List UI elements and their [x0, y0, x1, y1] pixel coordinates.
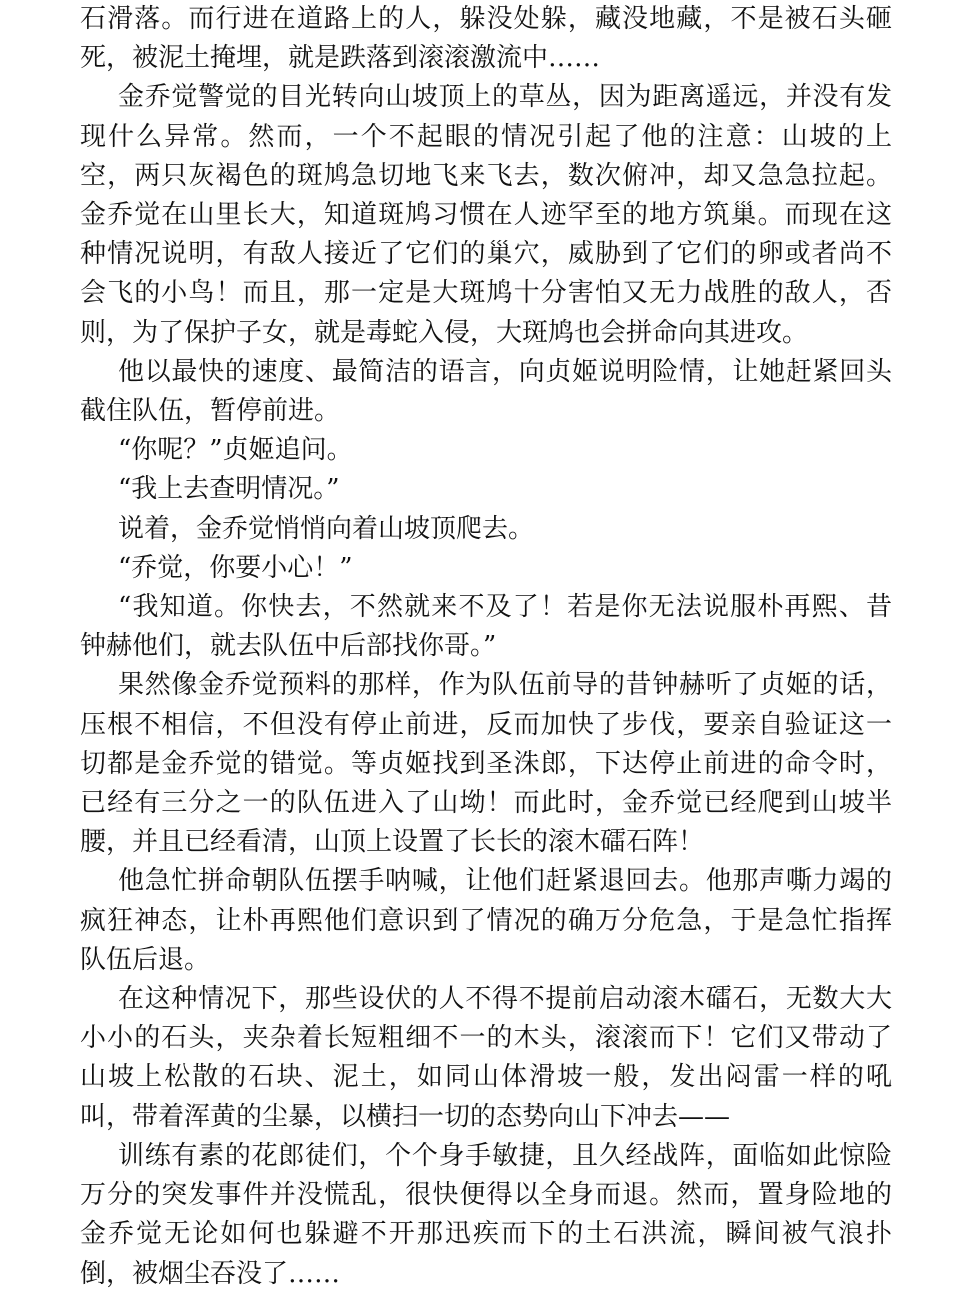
text-line: 叫，带着浑黄的尘暴，以横扫一切的态势向山下冲去—— — [80, 1101, 731, 1132]
text-line: 山坡上松散的石块、泥土，如同山体滑坡一般，发出闷雷一样的吼 — [80, 1062, 892, 1093]
text-line: 金乔觉警觉的目光转向山坡顶上的草丛，因为距离遥远，并没有发 — [118, 82, 892, 113]
text-line: 队伍后退。 — [80, 944, 211, 975]
paragraph — [80, 470, 892, 509]
paragraph — [80, 0, 892, 78]
text-line: 已经有三分之一的队伍进入了山坳！而此时，金乔觉已经爬到山坡半 — [80, 788, 892, 819]
text-line: 石滑落。而行进在道路上的人，躲没处躲，藏没地藏，不是被石头砸 — [80, 4, 892, 34]
text-line: 果然像金乔觉预料的那样，作为队伍前导的昔钟赫听了贞姬的话， — [118, 670, 892, 701]
text-line: 他以最快的速度、最简洁的语言，向贞姬说明险情，让她赶紧回头 — [118, 356, 892, 387]
text-line: 死，被泥土掩埋，就是跌落到滚滚激流中…… — [80, 43, 601, 74]
text-line: 倒，被烟尘吞没了…… — [80, 1258, 341, 1289]
text-line: 金乔觉在山里长大，知道斑鸠习惯在人迹罕至的地方筑巢。而现在这 — [80, 200, 892, 231]
paragraph — [80, 549, 892, 588]
text-line: 他急忙拼命朝队伍摆手呐喊，让他们赶紧退回去。他那声嘶力竭的 — [118, 866, 892, 897]
paragraph — [80, 588, 892, 666]
text-line: 截住队伍，暂停前进。 — [80, 396, 341, 427]
text-line: 在这种情况下，那些设伏的人不得不提前启动滚木礌石，无数大大 — [118, 984, 892, 1015]
text-line: 现什么异常。然而，一个不起眼的情况引起了他的注意：山坡的上 — [80, 121, 892, 152]
text-line: “乔觉，你要小心！” — [118, 552, 353, 583]
text-line: 切都是金乔觉的错觉。等贞姬找到圣洙郎，下达停止前进的命令时， — [80, 748, 892, 779]
text-line: 说着，金乔觉悄悄向着山坡顶爬去。 — [118, 513, 535, 544]
text-line: “我上去查明情况。” — [118, 474, 340, 505]
text-line: 压根不相信，不但没有停止前进，反而加快了步伐，要亲自验证这一 — [80, 709, 892, 740]
text-line: 疯狂神态，让朴再熙他们意识到了情况的确万分危急，于是急忙指挥 — [80, 905, 892, 936]
paragraph — [80, 510, 892, 549]
text-line: “我知道。你快去，不然就来不及了！若是你无法说服朴再熙、昔 — [118, 592, 892, 623]
text-line: 金乔觉无论如何也躲避不开那迅疾而下的土石洪流，瞬间被气浪扑 — [80, 1219, 892, 1250]
text-line: 小小的石头，夹杂着长短粗细不一的木头，滚滚而下！它们又带动了 — [80, 1023, 892, 1054]
paragraph — [80, 78, 892, 352]
paragraph — [80, 666, 892, 862]
text-line: 万分的突发事件并没慌乱，很快便得以全身而退。然而，置身险地的 — [80, 1180, 892, 1211]
paragraph — [80, 980, 892, 1137]
text-line: 钟赫他们，就去队伍中后部找你哥。” — [80, 631, 497, 662]
text-line: 则，为了保护子女，就是毒蛇入侵，大斑鸠也会拼命向其进攻。 — [80, 317, 809, 348]
paragraph — [80, 1137, 892, 1294]
paragraph — [80, 353, 892, 431]
text-line: 训练有素的花郎徒们，个个身手敏捷，且久经战阵，面临如此惊险 — [118, 1140, 892, 1171]
document-body — [80, 0, 892, 1294]
text-line: 腰，并且已经看清，山顶上设置了长长的滚木礌石阵！ — [80, 827, 705, 858]
text-line: 空，两只灰褐色的斑鸠急切地飞来飞去，数次俯冲，却又急急拉起。 — [80, 160, 892, 191]
paragraph — [80, 431, 892, 470]
text-line: “你呢？”贞姬追问。 — [118, 435, 353, 466]
paragraph — [80, 862, 892, 980]
text-line: 会飞的小鸟！而且，那一定是大斑鸠十分害怕又无力战胜的敌人，否 — [80, 278, 892, 309]
text-line: 种情况说明，有敌人接近了它们的巢穴，威胁到了它们的卵或者尚不 — [80, 239, 892, 270]
